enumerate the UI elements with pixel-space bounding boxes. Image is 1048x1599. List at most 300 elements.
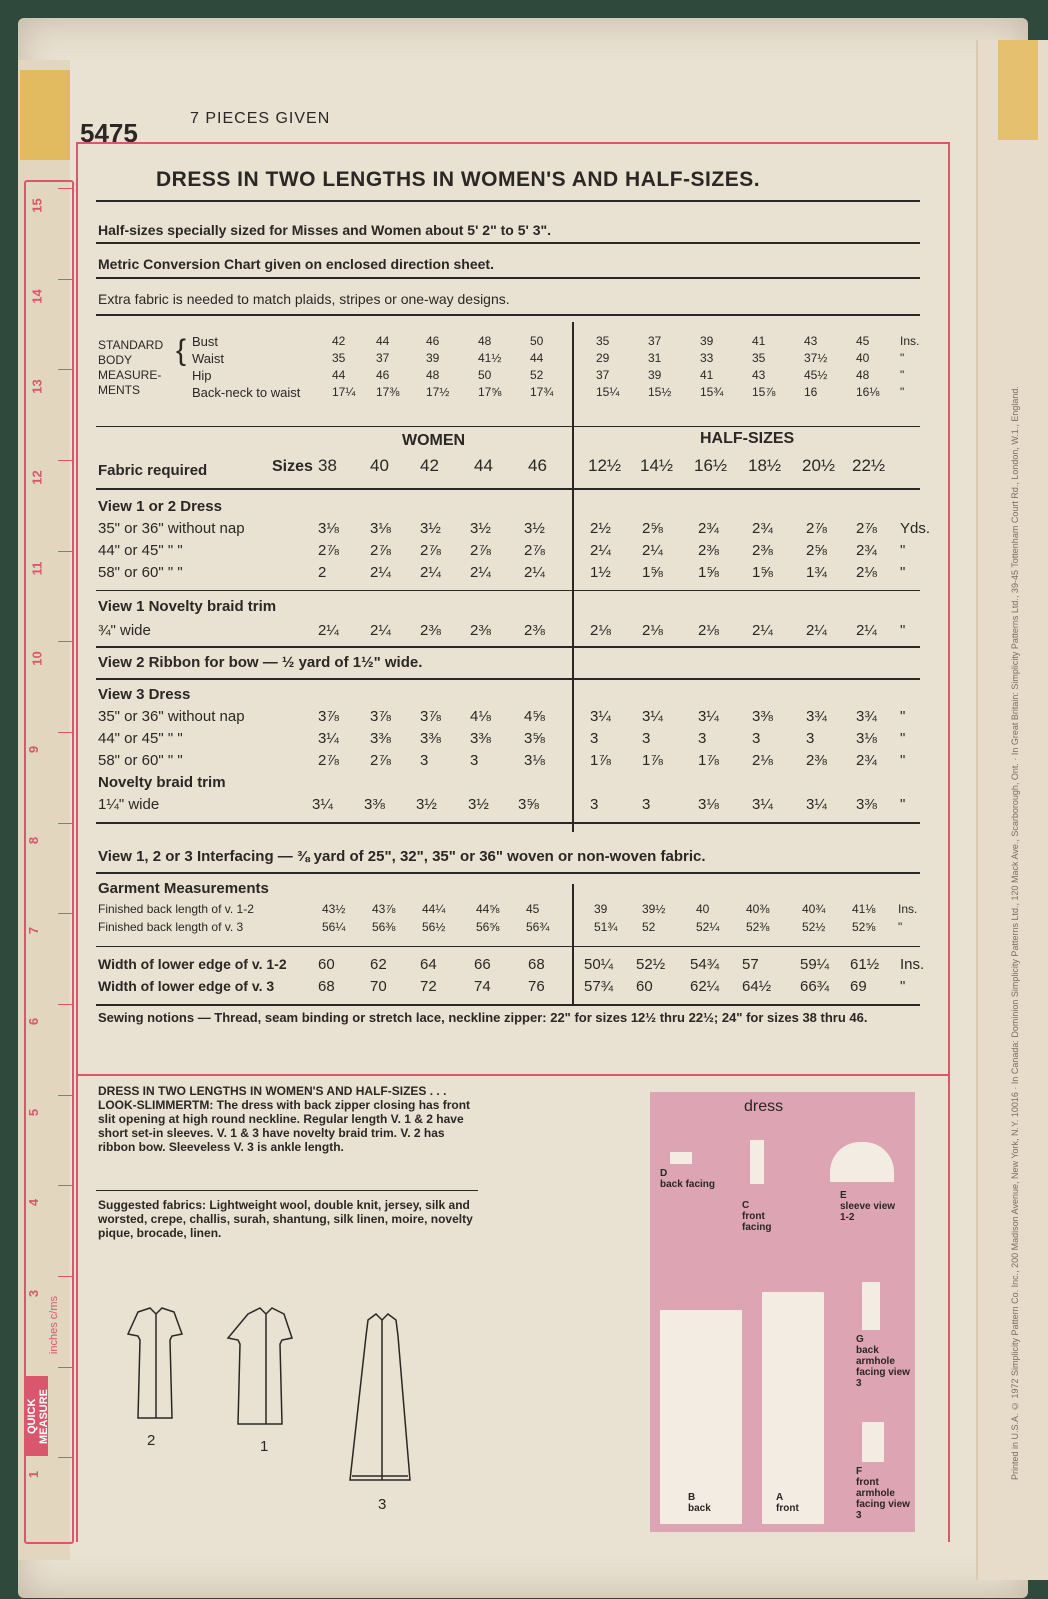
divider bbox=[96, 646, 920, 648]
women-value: 17⅝ bbox=[478, 385, 502, 399]
half-size-value: 50¼ bbox=[584, 956, 614, 973]
women-value: 50 bbox=[478, 368, 492, 382]
half-size-value: 39½ bbox=[642, 902, 666, 916]
half-size-value: 2⅜ bbox=[806, 752, 827, 769]
half-size-value: 3¼ bbox=[752, 796, 773, 813]
women-value: 4⅝ bbox=[524, 708, 545, 725]
unit-label: Ins. bbox=[900, 334, 920, 348]
unit-label: " bbox=[900, 708, 906, 725]
divider bbox=[96, 590, 920, 591]
half-size-value: 59¼ bbox=[800, 956, 830, 973]
note-metric: Metric Conversion Chart given on enclosed direction sheet. bbox=[98, 256, 494, 272]
women-value: 48 bbox=[426, 368, 440, 382]
women-value: 56¼ bbox=[322, 920, 346, 934]
half-size-value: 3⅛ bbox=[698, 796, 719, 813]
divider bbox=[96, 277, 920, 279]
divider bbox=[96, 1190, 478, 1191]
women-value: 68 bbox=[318, 978, 335, 995]
half-size-value: 3 bbox=[752, 730, 761, 747]
pattern-pieces-panel bbox=[650, 1092, 915, 1532]
piece-c-shape bbox=[750, 1140, 764, 1184]
women-value: 2⅜ bbox=[524, 622, 545, 639]
view-2-heading: View 2 Ribbon for bow — ½ yard of 1½" wide. bbox=[98, 654, 423, 671]
ruler-number: 10 bbox=[29, 651, 45, 667]
unit-label: " bbox=[900, 622, 906, 639]
half-size-value: 2⅛ bbox=[856, 564, 877, 581]
women-value: 3½ bbox=[468, 796, 489, 813]
women-value: 43⅞ bbox=[372, 902, 396, 916]
women-value: 2⅞ bbox=[470, 542, 491, 559]
half-size-value: 35 bbox=[596, 334, 610, 348]
unit-label: Ins. bbox=[900, 956, 925, 973]
women-value: 3⅞ bbox=[370, 708, 391, 725]
piece-g-shape bbox=[862, 1282, 880, 1330]
women-value: 44 bbox=[332, 368, 346, 382]
women-value: 2⅞ bbox=[318, 752, 339, 769]
ruler-number: 6 bbox=[26, 1017, 42, 1026]
half-size: 18½ bbox=[748, 456, 782, 475]
unit-label: " bbox=[900, 796, 906, 813]
half-size-value: 52⅝ bbox=[852, 920, 876, 934]
women-value: 46 bbox=[426, 334, 440, 348]
half-size-value: 29 bbox=[596, 351, 610, 365]
women-value: 2¼ bbox=[370, 622, 391, 639]
piece-a-label: A front bbox=[776, 1492, 799, 1514]
women-value: 66 bbox=[474, 956, 491, 973]
tape-right bbox=[998, 40, 1038, 140]
half-size-value: 3 bbox=[642, 796, 651, 813]
half-size-value: 1⅝ bbox=[752, 564, 773, 581]
half-size-value: 41⅛ bbox=[852, 902, 876, 916]
sewing-notions-text: — Thread, seam binding or stretch lace, neckline zipper: 22" for sizes 12½ thru 22½; 24" for sizes 38 thru 46. bbox=[197, 1010, 868, 1025]
half-size-value: 54¾ bbox=[690, 956, 720, 973]
women-value: 3½ bbox=[524, 520, 545, 537]
half-size-value: 2¼ bbox=[642, 542, 663, 559]
piece-f-label: F front armhole facing view 3 bbox=[856, 1466, 910, 1521]
view-3-heading: View 3 Dress bbox=[98, 686, 191, 703]
half-size-value: 1⅞ bbox=[642, 752, 663, 769]
half-size-value: 37 bbox=[648, 334, 662, 348]
half-size-value: 1½ bbox=[590, 564, 611, 581]
divider bbox=[96, 242, 920, 244]
half-size-value: 2¼ bbox=[856, 622, 877, 639]
half-size-value: 60 bbox=[636, 978, 653, 995]
women-value: 43½ bbox=[322, 902, 346, 916]
half-size-value: 3⅜ bbox=[752, 708, 773, 725]
women-value: 72 bbox=[420, 978, 437, 995]
women-value: 3½ bbox=[470, 520, 491, 537]
women-value: 50 bbox=[530, 334, 544, 348]
divider bbox=[96, 426, 920, 427]
half-size-value: 57 bbox=[742, 956, 759, 973]
half-size-value: 40 bbox=[696, 902, 710, 916]
half-size-value: 1⅝ bbox=[698, 564, 719, 581]
half-size-value: 2¼ bbox=[590, 542, 611, 559]
half-size-value: 2¾ bbox=[752, 520, 773, 537]
half-size-value: 39 bbox=[594, 902, 608, 916]
half-size-value: 62¼ bbox=[690, 978, 720, 995]
half-size-value: 2⅛ bbox=[698, 622, 719, 639]
ruler-tick bbox=[58, 1457, 72, 1458]
women-size: 44 bbox=[474, 456, 493, 475]
women-value: 76 bbox=[528, 978, 545, 995]
suggested-fabrics-text: Lightweight wool, double knit, jersey, silk and worsted, crepe, challis, surah, shantung, silk linen, moire, novelty pique, brocade, linen. bbox=[98, 1198, 473, 1240]
women-value: 3 bbox=[420, 752, 429, 769]
unit-label: " bbox=[900, 978, 906, 995]
women-value: 2¼ bbox=[370, 564, 391, 581]
women-size: 38 bbox=[318, 456, 337, 475]
half-size-value: 2⅝ bbox=[806, 542, 827, 559]
half-size-value: 15¼ bbox=[596, 385, 620, 399]
body-measurements-label bbox=[98, 338, 163, 398]
view-2-sketch bbox=[128, 1308, 182, 1418]
women-value: 44¼ bbox=[422, 902, 446, 916]
half-size-value: 2⅛ bbox=[642, 622, 663, 639]
women-value: 56½ bbox=[422, 920, 446, 934]
women-value: 17½ bbox=[426, 385, 450, 399]
women-value: 3⅞ bbox=[420, 708, 441, 725]
women-value: 56⅝ bbox=[476, 920, 500, 934]
body-measure-name: Hip bbox=[192, 368, 212, 383]
ruler-cms-label: c/ms bbox=[48, 1296, 60, 1320]
half-size-value: 43 bbox=[804, 334, 818, 348]
body-measure-name: Bust bbox=[192, 334, 219, 349]
half-size-value: 1⅞ bbox=[698, 752, 719, 769]
pieces-given: 7 PIECES GIVEN bbox=[190, 110, 331, 127]
ruler-number: 8 bbox=[26, 836, 42, 844]
piece-d-shape bbox=[670, 1152, 692, 1164]
women-value: 3⅝ bbox=[524, 730, 545, 747]
women-value: 41½ bbox=[478, 351, 502, 365]
half-size-value: 52½ bbox=[636, 956, 666, 973]
half-size-value: 2¾ bbox=[856, 542, 877, 559]
unit-label: Yds. bbox=[900, 520, 931, 537]
women-value: 4⅛ bbox=[470, 708, 491, 725]
women-value: 45 bbox=[526, 902, 540, 916]
half-size-value: 41 bbox=[700, 368, 714, 382]
ruler-inches-label: inches bbox=[48, 1322, 60, 1355]
women-value: 17¾ bbox=[530, 385, 554, 399]
ruler-tick bbox=[58, 551, 72, 552]
piece-a-shape bbox=[762, 1292, 824, 1524]
body-measure-name: Back-neck to waist bbox=[192, 385, 301, 400]
half-size-value: 15⅞ bbox=[752, 385, 776, 399]
women-size: 46 bbox=[528, 456, 547, 475]
half-size-value: 52 bbox=[642, 920, 656, 934]
half-size-value: 3 bbox=[806, 730, 815, 747]
ruler-number: 7 bbox=[26, 927, 42, 935]
half-size-value: 2¼ bbox=[806, 622, 827, 639]
women-value: 39 bbox=[426, 351, 440, 365]
ruler-tick bbox=[58, 1276, 72, 1277]
unit-label: " bbox=[900, 752, 906, 769]
fabric-width-label: 44" or 45" " " bbox=[98, 542, 183, 559]
women-value: 48 bbox=[478, 334, 492, 348]
half-size-value: 39 bbox=[648, 368, 662, 382]
women-value: 3⅝ bbox=[518, 796, 539, 813]
half-size-value: 3¾ bbox=[856, 708, 877, 725]
half-size-value: 2⅜ bbox=[752, 542, 773, 559]
women-value: 3⅜ bbox=[420, 730, 441, 747]
half-size-value: 40 bbox=[856, 351, 870, 365]
column-divider bbox=[572, 322, 574, 832]
unit-label: Ins. bbox=[898, 902, 918, 916]
half-size-value: 3 bbox=[698, 730, 707, 747]
body-label-line: MEASURE- bbox=[98, 368, 162, 382]
half-size-value: 40⅜ bbox=[746, 902, 770, 916]
column-divider bbox=[572, 884, 574, 1004]
divider bbox=[96, 488, 920, 490]
women-value: 2¼ bbox=[318, 622, 339, 639]
fabric-width-label: 35" or 36" without nap bbox=[98, 708, 245, 725]
half-size-value: 15¾ bbox=[700, 385, 724, 399]
half-size-value: 3¾ bbox=[806, 708, 827, 725]
divider bbox=[96, 200, 920, 202]
ruler-tick bbox=[58, 188, 72, 189]
half-size-value: 2¼ bbox=[752, 622, 773, 639]
half-size-value: 51¾ bbox=[594, 920, 618, 934]
pieces-panel-title: dress bbox=[744, 1098, 784, 1115]
women-value: 3½ bbox=[416, 796, 437, 813]
half-size-value: 57¾ bbox=[584, 978, 614, 995]
ruler-tick bbox=[58, 1095, 72, 1096]
women-value: 2⅜ bbox=[470, 622, 491, 639]
half-sizes-heading: HALF-SIZES bbox=[700, 430, 795, 447]
women-value: 44 bbox=[530, 351, 544, 365]
divider bbox=[96, 822, 920, 824]
garment-row-label: Finished back length of v. 3 bbox=[98, 920, 244, 934]
trim-width-label: ¾" wide bbox=[98, 622, 151, 639]
women-value: 74 bbox=[474, 978, 491, 995]
women-value: 3⅛ bbox=[370, 520, 391, 537]
half-size-value: 2⅛ bbox=[590, 622, 611, 639]
women-value: 3¼ bbox=[318, 730, 339, 747]
piece-d-label: D back facing bbox=[660, 1168, 716, 1190]
half-size-value: 2⅞ bbox=[806, 520, 827, 537]
women-heading: WOMEN bbox=[402, 432, 466, 449]
ruler-number: 12 bbox=[29, 470, 45, 485]
page-title: DRESS IN TWO LENGTHS IN WOMEN'S AND HALF-SIZES. bbox=[156, 168, 761, 191]
view-sketches bbox=[110, 1300, 430, 1520]
women-value: 3½ bbox=[420, 520, 441, 537]
women-value: 3⅜ bbox=[364, 796, 385, 813]
women-value: 3 bbox=[470, 752, 479, 769]
half-size-value: 1⅝ bbox=[642, 564, 663, 581]
women-value: 2⅞ bbox=[370, 542, 391, 559]
view-3-trim-heading: Novelty braid trim bbox=[98, 774, 226, 791]
half-size-value: 2¾ bbox=[856, 752, 877, 769]
women-value: 44 bbox=[376, 334, 390, 348]
women-value: 70 bbox=[370, 978, 387, 995]
half-size-value: 15½ bbox=[648, 385, 672, 399]
unit-label: " bbox=[900, 368, 905, 382]
half-size-value: 64½ bbox=[742, 978, 772, 995]
women-value: 56¾ bbox=[526, 920, 550, 934]
half-size-value: 3 bbox=[590, 730, 599, 747]
ruler-label bbox=[26, 1296, 66, 1456]
garment-row-label: Width of lower edge of v. 3 bbox=[98, 978, 275, 994]
women-value: 3¼ bbox=[312, 796, 333, 813]
women-value: 3⅜ bbox=[470, 730, 491, 747]
women-value: 2 bbox=[318, 564, 327, 581]
women-value: 2⅞ bbox=[524, 542, 545, 559]
divider bbox=[96, 946, 920, 947]
half-size-value: 3¼ bbox=[806, 796, 827, 813]
women-value: 3⅜ bbox=[370, 730, 391, 747]
women-value: 17⅜ bbox=[376, 385, 400, 399]
body-label-line: BODY bbox=[98, 353, 133, 367]
half-size-value: 41 bbox=[752, 334, 766, 348]
garment-row-label: Width of lower edge of v. 1-2 bbox=[98, 956, 287, 972]
women-value: 37 bbox=[376, 351, 390, 365]
women-value: 35 bbox=[332, 351, 346, 365]
women-value: 64 bbox=[420, 956, 437, 973]
tape-left bbox=[20, 70, 70, 160]
ruler-tick bbox=[58, 823, 72, 824]
half-size-value: 61½ bbox=[850, 956, 880, 973]
half-size-value: 37 bbox=[596, 368, 610, 382]
half-size-value: 3 bbox=[642, 730, 651, 747]
garment-row-label: Finished back length of v. 1-2 bbox=[98, 902, 254, 916]
half-size: 12½ bbox=[588, 456, 622, 475]
half-size-value: 3¼ bbox=[642, 708, 663, 725]
women-value: 44⅝ bbox=[476, 902, 500, 916]
note-extra-fabric: Extra fabric is needed to match plaids, stripes or one-way designs. bbox=[98, 291, 510, 307]
view-1-label: 1 bbox=[260, 1438, 269, 1455]
garment-measurements-heading: Garment Measurements bbox=[98, 880, 269, 897]
unit-label: " bbox=[900, 351, 905, 365]
women-value: 42 bbox=[332, 334, 346, 348]
half-size-value: 16⅛ bbox=[856, 385, 880, 399]
women-value: 68 bbox=[528, 956, 545, 973]
half-size-value: 2⅛ bbox=[752, 752, 773, 769]
women-value: 2¼ bbox=[524, 564, 545, 581]
half-size: 14½ bbox=[640, 456, 674, 475]
divider bbox=[96, 678, 920, 680]
ruler-brand: QUICK MEASURE bbox=[26, 1376, 48, 1456]
unit-label: " bbox=[900, 542, 906, 559]
piece-f-shape bbox=[862, 1422, 884, 1462]
sewing-notions-label: Sewing notions bbox=[98, 1010, 195, 1025]
half-size-value: 2½ bbox=[590, 520, 611, 537]
piece-e-shape bbox=[830, 1142, 894, 1182]
interfacing-line: View 1, 2 or 3 Interfacing — ⅜ yard of 25", 32", 35" or 36" woven or non-woven fabric. bbox=[98, 848, 706, 865]
half-size-value: 43 bbox=[752, 368, 766, 382]
body-label-line: STANDARD bbox=[98, 338, 164, 352]
half-size-value: 52½ bbox=[802, 920, 826, 934]
women-value: 3⅞ bbox=[318, 708, 339, 725]
ruler-tick bbox=[58, 369, 72, 370]
half-size-value: 1¾ bbox=[806, 564, 827, 581]
half-size-value: 3 bbox=[590, 796, 599, 813]
ruler-number: 4 bbox=[26, 1199, 42, 1207]
women-value: 2⅞ bbox=[318, 542, 339, 559]
women-size: 40 bbox=[370, 456, 389, 475]
half-size-value: 3⅜ bbox=[856, 796, 877, 813]
women-value: 2⅞ bbox=[420, 542, 441, 559]
half-size-value: 33 bbox=[700, 351, 714, 365]
half-size-value: 35 bbox=[752, 351, 766, 365]
half-size: 20½ bbox=[802, 456, 836, 475]
ruler-units bbox=[48, 1296, 60, 1354]
half-size-value: 52⅜ bbox=[746, 920, 770, 934]
brace: { bbox=[176, 334, 187, 367]
ruler-number: 3 bbox=[26, 1289, 42, 1298]
half-size-value: 31 bbox=[648, 351, 662, 365]
half-size-value: 3¼ bbox=[698, 708, 719, 725]
fabric-required-label: Fabric required bbox=[98, 462, 208, 479]
half-size-value: 45½ bbox=[804, 368, 828, 382]
half-size: 16½ bbox=[694, 456, 728, 475]
half-size-value: 66¾ bbox=[800, 978, 830, 995]
half-size-value: 2⅝ bbox=[642, 520, 663, 537]
ruler-number: 9 bbox=[26, 745, 42, 754]
ruler-tick bbox=[58, 460, 72, 461]
unit-label: " bbox=[900, 730, 906, 747]
divider bbox=[96, 872, 920, 874]
pattern-description bbox=[98, 1084, 478, 1154]
half-size-value: 45 bbox=[856, 334, 870, 348]
women-value: 2¼ bbox=[420, 564, 441, 581]
trim-width-label: 1¼" wide bbox=[98, 796, 160, 813]
view-3-sketch bbox=[350, 1314, 410, 1480]
ruler-number: 14 bbox=[29, 288, 45, 304]
view-1-sketch bbox=[228, 1308, 292, 1424]
ruler-number: 13 bbox=[29, 379, 45, 395]
suggested-fabrics-label: Suggested fabrics: bbox=[98, 1198, 207, 1212]
ruler-number: 1 bbox=[26, 1471, 42, 1479]
pattern-number: 5475 bbox=[80, 118, 138, 148]
view-1-heading: View 1 Novelty braid trim bbox=[98, 598, 277, 615]
ruler-tick bbox=[58, 279, 72, 280]
women-value: 46 bbox=[376, 368, 390, 382]
piece-e-label: E sleeve view 1-2 bbox=[840, 1190, 896, 1223]
women-size: 42 bbox=[420, 456, 439, 475]
fabric-width-label: 58" or 60" " " bbox=[98, 752, 183, 769]
women-value: 56⅜ bbox=[372, 920, 396, 934]
piece-b-label: B back bbox=[688, 1492, 711, 1514]
women-value: 2⅜ bbox=[420, 622, 441, 639]
fabric-width-label: 44" or 45" " " bbox=[98, 730, 183, 747]
women-value: 2⅞ bbox=[370, 752, 391, 769]
unit-label: " bbox=[900, 564, 906, 581]
half-size-value: 2¾ bbox=[698, 520, 719, 537]
ruler-tick bbox=[58, 1004, 72, 1005]
ruler-tick bbox=[58, 913, 72, 914]
ruler-number: 11 bbox=[29, 561, 45, 576]
women-value: 2¼ bbox=[470, 564, 491, 581]
ruler-number: 5 bbox=[26, 1108, 42, 1116]
half-size-value: 3¼ bbox=[590, 708, 611, 725]
unit-label: " bbox=[900, 385, 905, 399]
body-measure-name: Waist bbox=[192, 351, 225, 366]
half-size-value: 2⅜ bbox=[698, 542, 719, 559]
piece-g-label: G back armhole facing view 3 bbox=[856, 1334, 910, 1389]
half-size-value: 16 bbox=[804, 385, 818, 399]
view-2-label: 2 bbox=[147, 1432, 156, 1449]
half-size-value: 48 bbox=[856, 368, 870, 382]
sizes-label: Sizes bbox=[272, 458, 313, 475]
half-size-value: 2⅞ bbox=[856, 520, 877, 537]
women-value: 17¼ bbox=[332, 385, 356, 399]
piece-c-label: C front facing bbox=[742, 1200, 772, 1233]
fabric-width-label: 35" or 36" without nap bbox=[98, 520, 245, 537]
women-value: 52 bbox=[530, 368, 544, 382]
fabric-width-label: 58" or 60" " " bbox=[98, 564, 183, 581]
half-size-value: 3⅛ bbox=[856, 730, 877, 747]
divider bbox=[96, 1004, 920, 1006]
description-lead: DRESS IN TWO LENGTHS IN WOMEN'S AND HALF-SIZES . . . LOOK-SLIMMERTM: bbox=[98, 1084, 447, 1112]
